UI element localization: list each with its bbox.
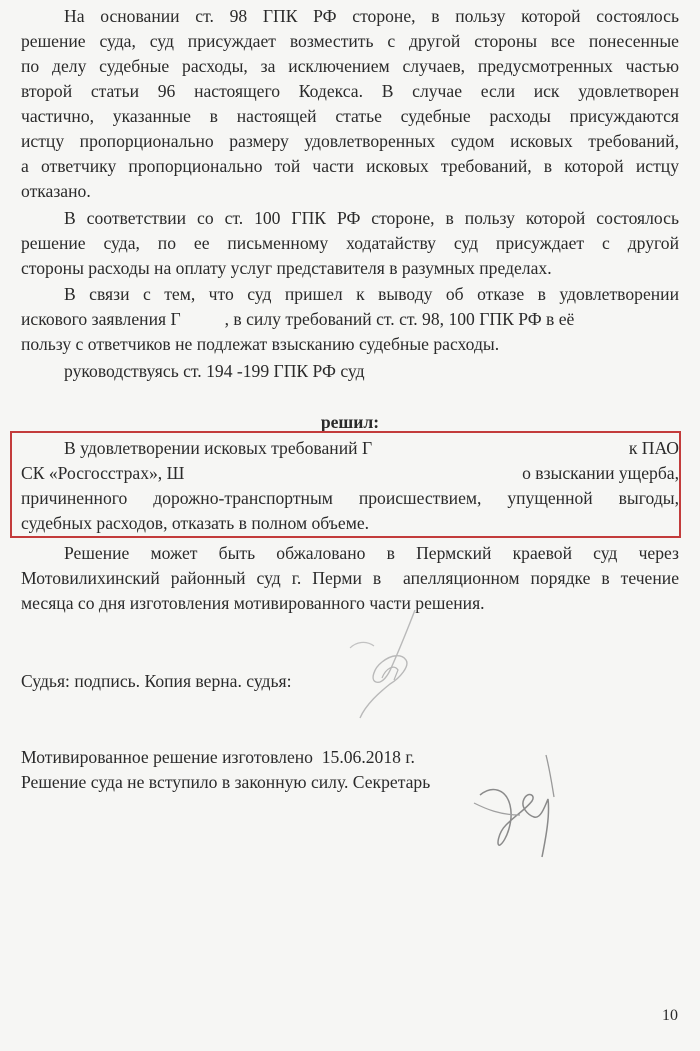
decision-line	[21, 461, 679, 485]
text-line: решение суда, суд присуждает возместить с другой стороны все понесенные	[21, 31, 679, 51]
text-line: В соответствии со ст. 100 ГПК РФ стороне, в пользу которой состоялось	[64, 208, 679, 228]
text-line: стороны расходы на оплату услуг представителя в разумных пределах.	[21, 258, 552, 278]
text-line: Решение может быть обжаловано в Пермский краевой суд через	[64, 543, 679, 563]
text-line: руководствуясь ст. 194 -199 ГПК РФ суд	[64, 361, 365, 381]
text-line: частично, указанные в настоящей статье судебные расходы присуждаются	[21, 106, 679, 126]
text-line: а ответчику пропорционально той части исковых требований, в которой истцу	[21, 156, 679, 176]
status-line: Решение суда не вступило в законную силу. Секретарь	[21, 772, 431, 792]
decision-text: к ПАО	[628, 438, 679, 458]
judge-line: Судья: подпись. Копия верна. судья:	[21, 671, 292, 691]
text-line: решение суда, по ее письменному ходатайству суд присуждает с другой	[21, 233, 679, 253]
motivated-date-line: Мотивированное решение изготовлено 15.06.2018 г.	[21, 747, 415, 767]
text-line: второй статьи 96 настоящего Кодекса. В случае если иск удовлетворен	[21, 81, 679, 101]
decision-text: В удовлетворении исковых требований Г	[64, 438, 373, 458]
text-line: На основании ст. 98 ГПК РФ стороне, в пользу которой состоялось	[64, 6, 679, 26]
decision-line	[64, 436, 679, 460]
text-line: истцу пропорционально размеру удовлетворенных судом исковых требований,	[21, 131, 679, 151]
decision-line: причиненного дорожно-транспортным происшествием, упущенной выгоды,	[21, 488, 679, 508]
decision-heading: решил:	[320, 412, 380, 432]
page-number: 10	[662, 1007, 678, 1024]
text-line: отказано.	[21, 181, 91, 201]
text-line: В связи с тем, что суд пришел к выводу об отказе в удовлетворении	[64, 284, 679, 304]
text-line: искового заявления Г , в силу требований ст. ст. 98, 100 ГПК РФ в её	[21, 309, 575, 329]
text-line: месяца со дня изготовления мотивированного части решения.	[21, 593, 485, 613]
text-line: пользу с ответчиков не подлежат взысканию судебные расходы.	[21, 334, 500, 354]
secretary-signature	[470, 745, 610, 865]
decision-line: судебных расходов, отказать в полном объеме.	[21, 513, 370, 533]
decision-text: СК «Росгосстрах», Ш	[21, 463, 185, 483]
judge-signature	[330, 608, 450, 738]
text-line: Мотовилихинский районный суд г. Перми в апелляционном порядке в течение	[21, 568, 679, 588]
text-line: по делу судебные расходы, за исключением случаев, предусмотренных частью	[21, 56, 679, 76]
decision-text: о взыскании ущерба,	[522, 463, 679, 483]
